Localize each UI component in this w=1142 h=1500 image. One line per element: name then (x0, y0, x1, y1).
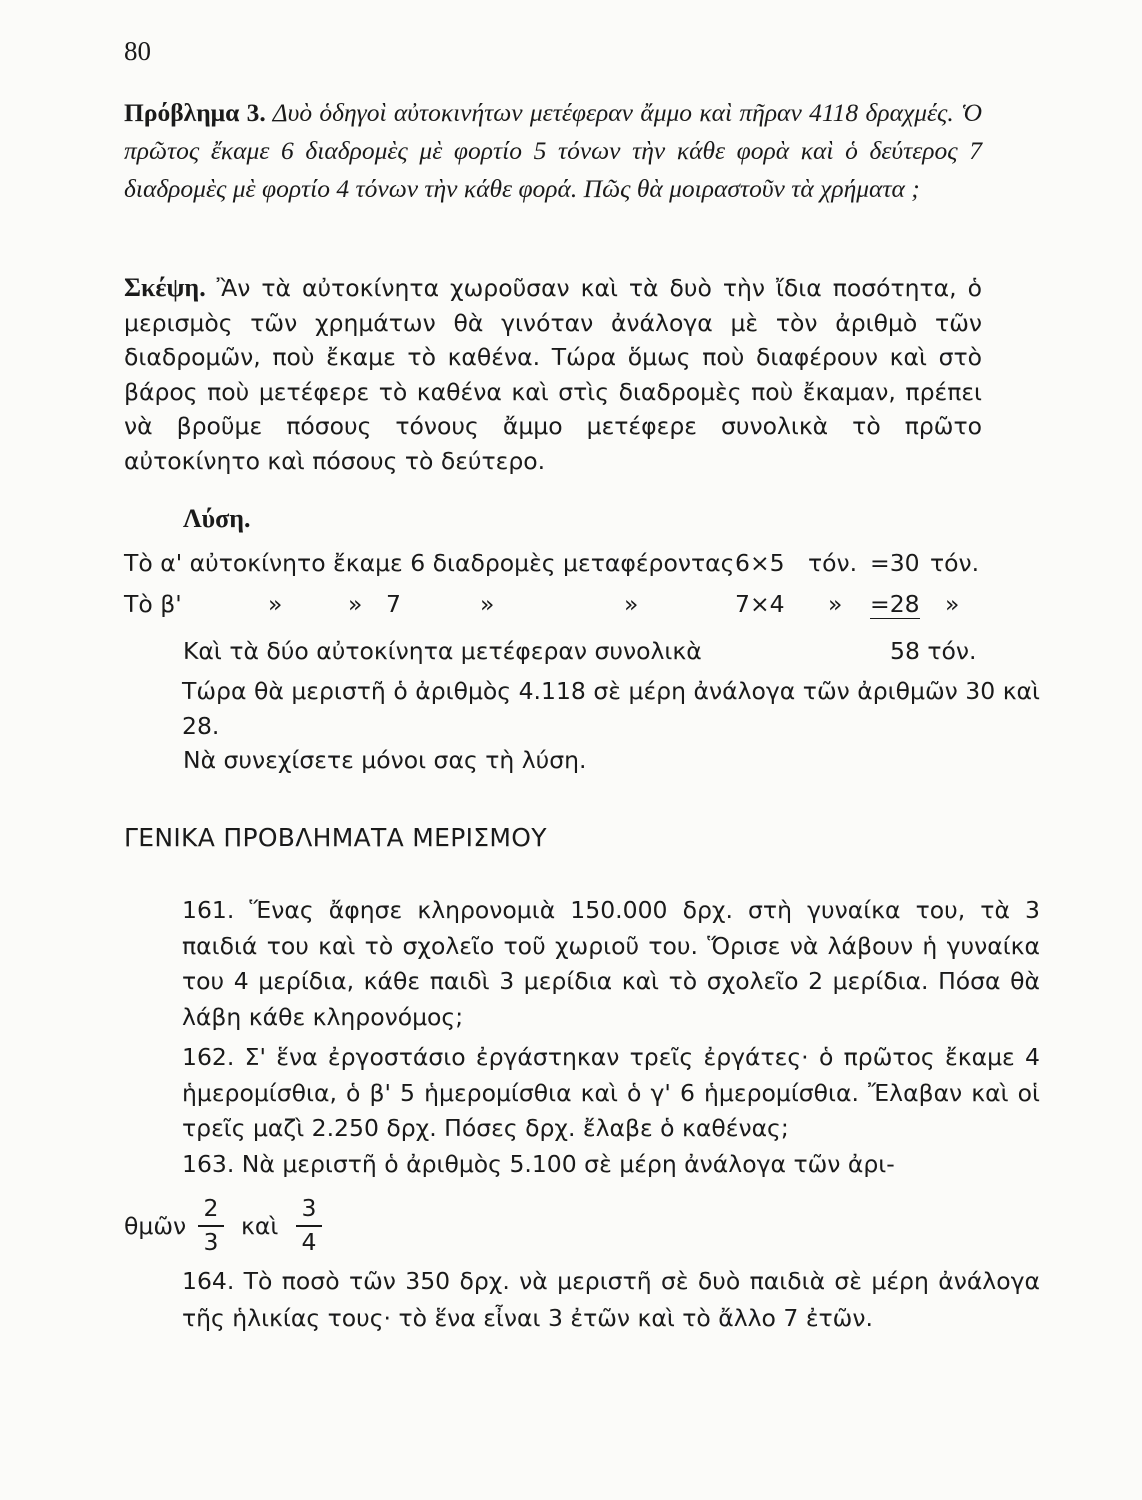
exercise-163-prefix: θμῶν (124, 1212, 187, 1240)
ditto-mark: » (268, 590, 283, 618)
ditto-mark: » (945, 590, 960, 618)
solution-line-1-unit: τόν. (808, 549, 858, 577)
fraction-1-denominator: 3 (203, 1228, 219, 1256)
ditto-mark: » (348, 590, 363, 618)
fraction-1-numerator: 2 (203, 1194, 219, 1222)
solution-line-2-num: 7 (386, 590, 401, 618)
solution-continue: Νὰ συνεχίσετε μόνοι σας τὴ λύση. (183, 746, 587, 774)
fraction-2-denominator: 4 (301, 1228, 317, 1256)
solution-now: Τώρα θὰ μεριστῆ ὁ ἀριθμὸς 4.118 σὲ μέρη ἀνάλογα τῶν ἀριθμῶν 30 καὶ 28. (182, 677, 1040, 740)
thinking-label: Σκέψη. (124, 273, 206, 302)
thinking-paragraph (124, 271, 982, 478)
fraction-1-bar (198, 1225, 224, 1227)
section-heading: ΓΕΝΙΚΑ ΠΡΟΒΛΗΜΑΤΑ ΜΕΡΙΣΜΟΥ (124, 823, 547, 852)
problem-text: Δυὸ ὁδηγοὶ αὐτοκινήτων μετέφεραν ἄμμο καὶ πῆραν 4118 δραχμές. Ὁ πρῶτος ἔκαμε 6 διαδρομὲς μὲ φορτίο 5 τόνων τὴν κάθε φορὰ καὶ ὁ δεύτερος 7 διαδρομὲς μὲ φορτίο 4 τόνων τὴν κάθε φορά. Πῶς θὰ μοιραστοῦν τὰ χρήματα ; (124, 98, 982, 203)
solution-line-1-calc: 6×5 (735, 549, 785, 577)
exercise-162: 162. Σ' ἕνα ἐργοστάσιο ἐργάστηκαν τρεῖς ἐργάτες· ὁ πρῶτος ἔκαμε 4 ἡμερομίσθια, ὁ β' 5 ἡμερομίσθια καὶ ὁ γ' 6 ἡμερομίσθια. Ἔλαβαν καὶ οἱ τρεῖς μαζὶ 2.250 δρχ. Πόσες δρχ. ἔλαβε ὁ καθένας; (182, 1043, 1040, 1142)
exercise-164: 164. Τὸ ποσὸ τῶν 350 δρχ. νὰ μεριστῆ σὲ δυὸ παιδιὰ σὲ μέρη ἀνάλογα τῆς ἡλικίας τους· τὸ ἕνα εἶναι 3 ἐτῶν καὶ τὸ ἄλλο 7 ἐτῶν. (182, 1267, 1040, 1332)
solution-line-2-label: Τὸ β' (124, 590, 182, 618)
fraction-2-numerator: 3 (301, 1194, 317, 1222)
exercise-163: 163. Νὰ μεριστῆ ὁ ἀριθμὸς 5.100 σὲ μέρη ἀνάλογα τῶν ἀρι- (182, 1150, 895, 1178)
exercise-161: 161. Ἕνας ἄφησε κληρονομιὰ 150.000 δρχ. στὴ γυναίκα του, τὰ 3 παιδιά του καὶ τὸ σχολεῖο τοῦ χωριοῦ του. Ὅρισε νὰ λάβουν ἡ γυναίκα του 4 μερίδια, κάθε παιδὶ 3 μερίδια καὶ τὸ σχολεῖο 2 μερίδια. Πόσα θὰ λάβη κάθε κληρονόμος; (182, 896, 1040, 1031)
ditto-mark: » (828, 590, 843, 618)
solution-label: Λύση. (183, 504, 251, 533)
solution-total-text: Καὶ τὰ δύο αὐτοκίνητα μετέφεραν συνολικὰ (183, 637, 702, 665)
solution-line-1-result: =30 (870, 549, 920, 577)
page-number: 80 (124, 36, 151, 66)
ditto-mark: » (480, 590, 495, 618)
solution-line-2-result: =28 (870, 590, 920, 618)
solution-line-1-text: Τὸ α' αὐτοκίνητο ἔκαμε 6 διαδρομὲς μεταφέροντας (124, 549, 735, 577)
problem-3 (124, 94, 982, 208)
solution-line-1-result-unit: τόν. (930, 549, 980, 577)
thinking-text: Ἂν τὰ αὐτοκίνητα χωροῦσαν καὶ τὰ δυὸ τὴν ἴδια ποσότητα, ὁ μερισμὸς τῶν χρημάτων θὰ γινόταν ἀνάλογα μὲ τὸν ἀριθμὸ τῶν διαδρομῶν, ποὺ ἔκαμε τὸ καθένα. Τώρα ὅμως ποὺ διαφέρουν καὶ στὸ βάρος ποὺ μετέφερε τὸ καθένα καὶ στὶς διαδρομὲς ποὺ ἔκαμαν, πρέπει νὰ βροῦμε πόσους τόνους ἄμμο μετέφερε συνολικὰ τὸ πρῶτο αὐτοκίνητο καὶ πόσους τὸ δεύτερο. (124, 274, 982, 475)
solution-total-value: 58 τόν. (890, 637, 977, 665)
problem-label: Πρόβλημα 3. (124, 98, 266, 127)
fraction-2-bar (296, 1225, 322, 1227)
solution-line-2-calc: 7×4 (735, 590, 785, 618)
ditto-mark: » (624, 590, 639, 618)
exercise-163-and: καὶ (241, 1212, 279, 1240)
